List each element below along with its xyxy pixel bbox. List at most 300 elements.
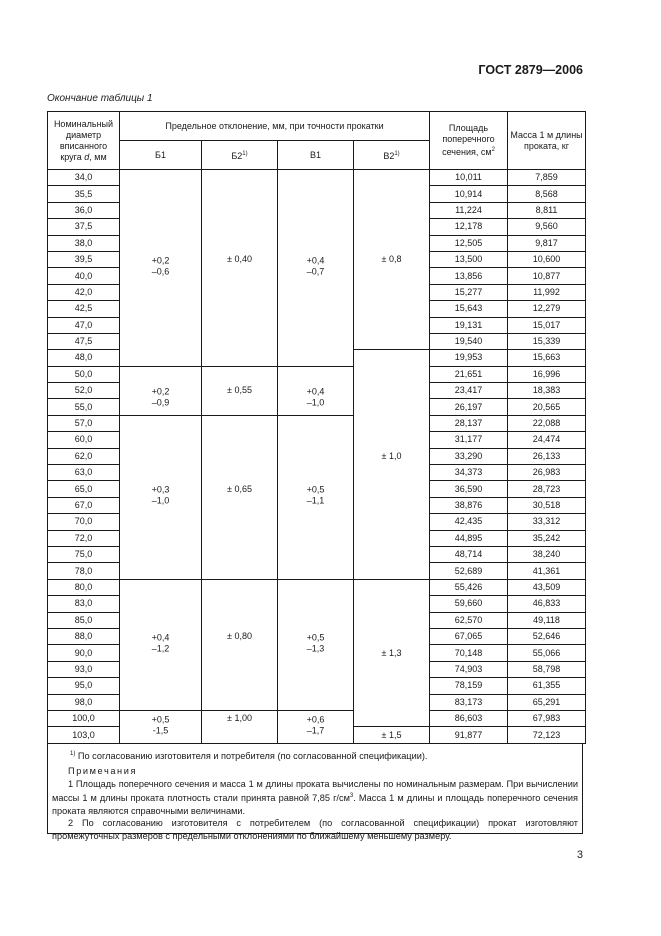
mass-cell: 65,291	[508, 694, 586, 710]
mass-cell: 35,242	[508, 530, 586, 546]
document-id: ГОСТ 2879—2006	[478, 63, 583, 77]
table-row	[48, 661, 586, 677]
mass-cell: 16,996	[508, 366, 586, 382]
area-cell: 86,603	[430, 710, 508, 727]
area-cell: 42,435	[430, 514, 508, 530]
diameter-cell: 85,0	[48, 612, 120, 628]
area-cell: 83,173	[430, 694, 508, 710]
v2-tolerance-cell	[354, 497, 430, 513]
v2-tolerance-cell	[354, 546, 430, 562]
v2-tolerance-cell	[354, 628, 430, 644]
area-cell: 62,570	[430, 612, 508, 628]
diameter-cell: 72,0	[48, 530, 120, 546]
area-cell: 23,417	[430, 383, 508, 399]
v1-tolerance-cell	[278, 432, 354, 448]
diameter-cell: 57,0	[48, 415, 120, 431]
table-row	[48, 301, 586, 317]
b2-tolerance-cell	[202, 284, 278, 300]
area-cell: 26,197	[430, 399, 508, 415]
mass-cell: 67,983	[508, 710, 586, 727]
notes-block	[47, 744, 583, 841]
v1-tolerance-cell	[278, 678, 354, 694]
v2-tolerance-cell	[354, 383, 430, 399]
v2-tolerance-cell	[354, 284, 430, 300]
area-cell: 34,373	[430, 465, 508, 481]
b2-tolerance-cell	[202, 645, 278, 661]
table-row	[48, 481, 586, 497]
b2-tolerance-cell	[202, 268, 278, 284]
table-row	[48, 366, 586, 382]
b2-tolerance-cell: ± 0,65	[202, 481, 278, 497]
area-cell: 10,914	[430, 186, 508, 202]
diameter-cell: 47,0	[48, 317, 120, 333]
diameter-cell: 80,0	[48, 579, 120, 595]
mass-cell: 8,568	[508, 186, 586, 202]
table-row	[48, 170, 586, 186]
area-cell: 19,953	[430, 350, 508, 366]
b2-tolerance-cell	[202, 202, 278, 218]
table-row	[48, 596, 586, 612]
mass-cell: 49,118	[508, 612, 586, 628]
table-row	[48, 694, 586, 710]
diameter-cell: 63,0	[48, 465, 120, 481]
b1-tolerance-cell	[120, 596, 202, 612]
b1-tolerance-cell	[120, 350, 202, 366]
area-cell: 10,011	[430, 170, 508, 186]
table-row	[48, 284, 586, 300]
tolerance-group-header: Предельное отклонение, мм, при точности прокатки	[120, 112, 430, 141]
table-row	[48, 186, 586, 202]
v1-lower-value: –0,7	[306, 266, 325, 277]
b1-tolerance-cell	[120, 235, 202, 251]
b1-tolerance-cell	[120, 202, 202, 218]
b2-tolerance-cell: ± 0,40	[202, 251, 278, 267]
table-row	[48, 383, 586, 399]
area-cell: 91,877	[430, 727, 508, 743]
v1-tolerance-cell	[278, 546, 354, 562]
v1-upper-value: +0,4	[306, 386, 325, 397]
mass-cell: 12,279	[508, 301, 586, 317]
v1-upper-value: +0,6	[306, 714, 325, 725]
table-row	[48, 678, 586, 694]
diameter-cell: 55,0	[48, 399, 120, 415]
table-row	[48, 710, 586, 727]
b1-tolerance-cell	[120, 628, 202, 654]
b2-tolerance-cell	[202, 661, 278, 677]
table-caption: Окончание таблицы 1	[47, 93, 153, 104]
area-cell: 12,178	[430, 219, 508, 235]
area-cell: 74,903	[430, 661, 508, 677]
table-row	[48, 530, 586, 546]
b2-tolerance-cell	[202, 333, 278, 349]
area-cell: 55,426	[430, 579, 508, 595]
v1-tolerance-cell	[278, 448, 354, 464]
diameter-cell: 47,5	[48, 333, 120, 349]
v2-header: В2$^{1)}$	[354, 141, 430, 170]
mass-cell: 9,560	[508, 219, 586, 235]
b2-tolerance-cell	[202, 694, 278, 710]
b2-tolerance-cell: ± 1,00	[202, 710, 278, 727]
area-cell: 13,856	[430, 268, 508, 284]
b1-lower-value: -1,5	[152, 725, 169, 736]
diameter-cell: 67,0	[48, 497, 120, 513]
mass-cell: 22,088	[508, 415, 586, 431]
b2-tolerance-cell	[202, 235, 278, 251]
v1-lower-value: –1,0	[306, 397, 325, 408]
table-row	[48, 514, 586, 530]
b1-tolerance-cell	[120, 186, 202, 202]
v2-tolerance-cell	[354, 678, 430, 694]
b1-tolerance-cell	[120, 694, 202, 710]
v1-tolerance-cell	[278, 465, 354, 481]
diameter-cell: 40,0	[48, 268, 120, 284]
v2-tolerance-cell	[354, 661, 430, 677]
v1-upper-value: +0,5	[306, 484, 325, 495]
table-row	[48, 251, 586, 267]
v2-tolerance-cell: ± 0,8	[354, 251, 430, 267]
b2-tolerance-cell	[202, 170, 278, 186]
area-cell: 38,876	[430, 497, 508, 513]
b1-tolerance-cell	[120, 301, 202, 317]
b1-tolerance-cell	[120, 432, 202, 448]
area-cell: 28,137	[430, 415, 508, 431]
mass-cell: 15,339	[508, 333, 586, 349]
area-cell: 52,689	[430, 563, 508, 579]
v1-tolerance-cell	[278, 481, 354, 506]
diameter-cell: 42,0	[48, 284, 120, 300]
mass-cell: 24,474	[508, 432, 586, 448]
b1-upper-value: +0,3	[151, 484, 170, 495]
v1-tolerance-cell	[278, 694, 354, 710]
tolerance-table	[47, 111, 586, 744]
b1-tolerance-cell	[120, 678, 202, 694]
mass-cell: 20,565	[508, 399, 586, 415]
diameter-cell: 88,0	[48, 628, 120, 644]
diameter-cell: 90,0	[48, 645, 120, 661]
diameter-cell: 36,0	[48, 202, 120, 218]
area-header: Площадь поперечного сечения, $см^2$	[430, 112, 508, 170]
v2-tolerance-cell	[354, 563, 430, 579]
b1-upper-value: +0,5	[151, 714, 170, 725]
table-row	[48, 465, 586, 481]
b2-tolerance-cell	[202, 399, 278, 415]
v1-upper-value: +0,5	[306, 632, 325, 643]
b1-tolerance-cell	[120, 579, 202, 595]
b2-tolerance-cell	[202, 727, 278, 743]
area-cell: 21,651	[430, 366, 508, 382]
area-cell: 13,500	[430, 251, 508, 267]
v1-tolerance-cell	[278, 350, 354, 366]
v2-tolerance-cell	[354, 579, 430, 595]
v2-tolerance-cell	[354, 268, 430, 284]
table-row	[48, 579, 586, 595]
diameter-cell: 62,0	[48, 448, 120, 464]
b1-upper-value: +0,2	[151, 386, 170, 397]
v1-tolerance-cell	[278, 301, 354, 317]
diameter-cell: 39,5	[48, 251, 120, 267]
v1-tolerance-cell	[278, 514, 354, 530]
diameter-cell: 83,0	[48, 596, 120, 612]
b1-tolerance-cell	[120, 366, 202, 382]
v1-tolerance-cell	[278, 186, 354, 202]
b1-tolerance-cell	[120, 514, 202, 530]
v1-lower-value: –1,1	[306, 495, 325, 506]
v1-tolerance-cell	[278, 333, 354, 349]
mass-cell: 43,509	[508, 579, 586, 595]
table-row	[48, 317, 586, 333]
table-row	[48, 415, 586, 431]
b2-tolerance-cell	[202, 366, 278, 382]
diameter-cell: 103,0	[48, 727, 120, 743]
diameter-cell: 98,0	[48, 694, 120, 710]
mass-cell: 58,798	[508, 661, 586, 677]
b2-tolerance-cell	[202, 448, 278, 464]
v2-tolerance-cell	[354, 333, 430, 349]
diameter-cell: 37,5	[48, 219, 120, 235]
v2-tolerance-cell	[354, 301, 430, 317]
b2-header: Б2$^{1)}$	[202, 141, 278, 170]
v2-tolerance-cell	[354, 514, 430, 530]
b1-tolerance-cell	[120, 563, 202, 579]
v1-tolerance-cell	[278, 530, 354, 546]
b2-tolerance-cell	[202, 432, 278, 448]
b1-tolerance-cell	[120, 465, 202, 481]
mass-cell: 26,983	[508, 465, 586, 481]
v2-tolerance-cell	[354, 235, 430, 251]
b1-tolerance-cell	[120, 415, 202, 431]
v1-tolerance-cell	[278, 661, 354, 677]
v1-tolerance-cell	[278, 563, 354, 579]
v1-tolerance-cell	[278, 415, 354, 431]
diameter-cell: 78,0	[48, 563, 120, 579]
mass-cell: 8,811	[508, 202, 586, 218]
b1-upper-value: +0,4	[151, 632, 170, 643]
b2-tolerance-cell	[202, 678, 278, 694]
table-row	[48, 628, 586, 644]
area-cell: 19,131	[430, 317, 508, 333]
b2-tolerance-cell	[202, 546, 278, 562]
diameter-cell: 100,0	[48, 710, 120, 727]
b2-tolerance-cell	[202, 579, 278, 595]
diameter-cell: 48,0	[48, 350, 120, 366]
b1-lower-value: –0,6	[151, 266, 170, 277]
area-cell: 15,643	[430, 301, 508, 317]
b1-tolerance-cell	[120, 383, 202, 408]
v1-tolerance-cell	[278, 579, 354, 595]
diameter-cell: 70,0	[48, 514, 120, 530]
b1-tolerance-cell	[120, 612, 202, 628]
v1-tolerance-cell	[278, 235, 354, 251]
mass-cell: 55,066	[508, 645, 586, 661]
area-cell: 12,505	[430, 235, 508, 251]
table-row	[48, 563, 586, 579]
v2-tolerance-cell	[354, 596, 430, 612]
v2-tolerance-cell	[354, 710, 430, 727]
b1-tolerance-cell	[120, 170, 202, 186]
diameter-cell: 35,5	[48, 186, 120, 202]
table-row	[48, 612, 586, 628]
table-row	[48, 219, 586, 235]
v1-tolerance-cell	[278, 170, 354, 186]
mass-cell: 41,361	[508, 563, 586, 579]
v2-tolerance-cell: ± 1,3	[354, 645, 430, 661]
b2-tolerance-cell: ± 0,80	[202, 628, 278, 644]
mass-cell: 10,600	[508, 251, 586, 267]
v2-tolerance-cell	[354, 350, 430, 366]
b2-tolerance-cell	[202, 612, 278, 628]
v2-tolerance-cell	[354, 465, 430, 481]
b2-tolerance-cell	[202, 415, 278, 431]
b1-lower-value: –1,2	[151, 643, 170, 654]
b2-tolerance-cell	[202, 514, 278, 530]
v2-tolerance-cell	[354, 432, 430, 448]
note-2: 2 По согласованию изготовителя с потребителем (по согласованной спецификации) прокат изготовляют промежуточных размеров с предельными отклонениями по ближайшему меньшему размеру.	[52, 818, 578, 841]
b2-tolerance-cell: ± 0,55	[202, 383, 278, 399]
b1-lower-value: –1,0	[151, 495, 170, 506]
notes-heading: Примечания	[68, 766, 138, 777]
table-row	[48, 448, 586, 464]
diameter-header: Номинальный диаметр вписанного круга d, мм	[48, 112, 120, 170]
area-cell: 78,159	[430, 678, 508, 694]
b1-tolerance-cell	[120, 448, 202, 464]
area-cell: 67,065	[430, 628, 508, 644]
mass-cell: 15,017	[508, 317, 586, 333]
b2-tolerance-cell	[202, 350, 278, 366]
v2-tolerance-cell	[354, 399, 430, 415]
area-cell: 44,895	[430, 530, 508, 546]
area-cell: 36,590	[430, 481, 508, 497]
b1-tolerance-cell	[120, 530, 202, 546]
v2-tolerance-cell	[354, 219, 430, 235]
v2-tolerance-cell	[354, 202, 430, 218]
v2-tolerance-cell	[354, 612, 430, 628]
diameter-cell: 50,0	[48, 366, 120, 382]
b2-tolerance-cell	[202, 563, 278, 579]
v1-tolerance-cell	[278, 383, 354, 408]
mass-cell: 46,833	[508, 596, 586, 612]
table-row	[48, 546, 586, 562]
v1-tolerance-cell	[278, 366, 354, 382]
table-row	[48, 202, 586, 218]
mass-cell: 15,663	[508, 350, 586, 366]
v1-tolerance-cell	[278, 202, 354, 218]
b1-tolerance-cell	[120, 317, 202, 333]
b2-tolerance-cell	[202, 465, 278, 481]
area-cell: 59,660	[430, 596, 508, 612]
v1-tolerance-cell	[278, 284, 354, 300]
diameter-cell: 65,0	[48, 481, 120, 497]
v2-tolerance-cell	[354, 415, 430, 431]
footnote: $^{1)}$ По согласованию изготовителя и потребителя (по согласованной спецификации).	[70, 751, 428, 762]
v2-tolerance-cell	[354, 481, 430, 497]
v1-tolerance-cell	[278, 628, 354, 654]
diameter-cell: 75,0	[48, 546, 120, 562]
b2-tolerance-cell	[202, 301, 278, 317]
b1-tolerance-cell	[120, 710, 202, 736]
diameter-cell: 95,0	[48, 678, 120, 694]
v2-tolerance-cell: ± 1,5	[354, 727, 430, 743]
diameter-cell: 60,0	[48, 432, 120, 448]
b2-tolerance-cell	[202, 497, 278, 513]
v1-tolerance-cell	[278, 317, 354, 333]
b1-tolerance-cell	[120, 251, 202, 277]
area-cell: 19,540	[430, 333, 508, 349]
v1-header: В1	[278, 141, 354, 170]
mass-cell: 26,133	[508, 448, 586, 464]
b1-tolerance-cell	[120, 284, 202, 300]
mass-cell: 61,355	[508, 678, 586, 694]
diameter-cell: 34,0	[48, 170, 120, 186]
mass-header: Масса 1 м длины проката, кг	[508, 112, 586, 170]
b1-tolerance-cell	[120, 481, 202, 506]
diameter-cell: 42,5	[48, 301, 120, 317]
b1-tolerance-cell	[120, 661, 202, 677]
page-number: 3	[576, 849, 583, 861]
note-1: 1 Площадь поперечного сечения и масса 1 м длины проката вычислены по номинальным размерам. При вычислении массы 1 м длины проката плотность стали принята равной 7,85 $г/см^3$. Масса 1 м длины и площадь поперечного сечения проката являются справочными величинами.	[52, 778, 578, 816]
b2-tolerance-cell	[202, 317, 278, 333]
table-body	[48, 170, 586, 744]
v2-tolerance-cell	[354, 694, 430, 710]
mass-cell: 52,646	[508, 628, 586, 644]
mass-cell: 7,859	[508, 170, 586, 186]
v2-tolerance-cell	[354, 530, 430, 546]
diameter-cell: 38,0	[48, 235, 120, 251]
table-row	[48, 432, 586, 448]
b1-tolerance-cell	[120, 546, 202, 562]
mass-cell: 18,383	[508, 383, 586, 399]
v1-upper-value: +0,4	[306, 255, 325, 266]
table-row	[48, 235, 586, 251]
b1-tolerance-cell	[120, 333, 202, 349]
mass-cell: 38,240	[508, 546, 586, 562]
v1-tolerance-cell	[278, 710, 354, 736]
b2-tolerance-cell	[202, 530, 278, 546]
area-cell: 15,277	[430, 284, 508, 300]
mass-cell: 72,123	[508, 727, 586, 743]
b1-lower-value: –0,9	[151, 397, 170, 408]
b1-header: Б1	[120, 141, 202, 170]
v2-tolerance-cell	[354, 170, 430, 186]
v2-tolerance-cell	[354, 317, 430, 333]
v2-tolerance-cell	[354, 366, 430, 382]
b2-tolerance-cell	[202, 186, 278, 202]
diameter-cell: 52,0	[48, 383, 120, 399]
mass-cell: 33,312	[508, 514, 586, 530]
b2-tolerance-cell	[202, 219, 278, 235]
v1-tolerance-cell	[278, 612, 354, 628]
v1-lower-value: –1,3	[306, 643, 325, 654]
v1-tolerance-cell	[278, 596, 354, 612]
mass-cell: 11,992	[508, 284, 586, 300]
table-row	[48, 333, 586, 349]
table-row	[48, 350, 586, 366]
v1-tolerance-cell	[278, 219, 354, 235]
v1-tolerance-cell	[278, 251, 354, 277]
diameter-cell: 93,0	[48, 661, 120, 677]
mass-cell: 30,518	[508, 497, 586, 513]
area-cell: 48,714	[430, 546, 508, 562]
v2-tolerance-cell	[354, 186, 430, 202]
b2-tolerance-cell	[202, 596, 278, 612]
v1-lower-value: –1,7	[306, 725, 325, 736]
area-cell: 33,290	[430, 448, 508, 464]
b1-tolerance-cell	[120, 219, 202, 235]
v2-tolerance-cell: ± 1,0	[354, 448, 430, 464]
mass-cell: 9,817	[508, 235, 586, 251]
area-cell: 11,224	[430, 202, 508, 218]
area-cell: 70,148	[430, 645, 508, 661]
mass-cell: 10,877	[508, 268, 586, 284]
